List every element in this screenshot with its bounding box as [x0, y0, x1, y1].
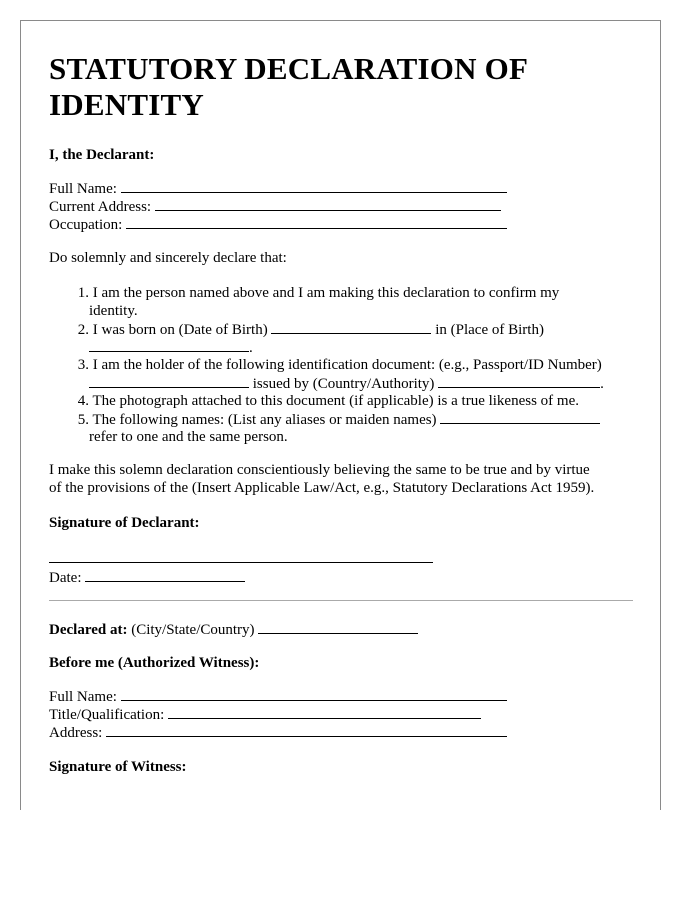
- document-title: STATUTORY DECLARATION OF IDENTITY: [49, 51, 527, 122]
- declarant-date-field[interactable]: Date:: [49, 568, 245, 587]
- declarant-signature-blank[interactable]: [49, 549, 433, 568]
- id-number-blank[interactable]: [89, 374, 249, 388]
- list-item-continuation: identity.: [89, 303, 138, 319]
- declarant-full-name-field[interactable]: Full Name:: [49, 179, 507, 198]
- date-of-birth-blank[interactable]: [271, 320, 431, 334]
- list-item: 5. The following names: (List any aliases or maiden names): [49, 410, 600, 429]
- list-item: 3. I am the holder of the following identification document: (e.g., Passport/ID Number): [77, 357, 602, 373]
- solemn-declaration-line-1: I make this solemn declaration conscientiously believing the same to be true and by virtue: [49, 462, 590, 478]
- section-divider: [49, 600, 633, 601]
- id-document-line[interactable]: issued by (Country/Authority) .: [89, 374, 604, 393]
- issuing-authority-blank[interactable]: [438, 374, 600, 388]
- solemn-declaration-line-2: of the provisions of the (Insert Applicable Law/Act, e.g., Statutory Declarations Act 1959).: [49, 480, 595, 496]
- document-page: [20, 20, 661, 810]
- signature-witness-heading: Signature of Witness:: [49, 759, 187, 775]
- declarant-address-field[interactable]: Current Address:: [49, 197, 501, 216]
- witness-address-field[interactable]: Address:: [49, 723, 507, 742]
- witness-title-field[interactable]: Title/Qualification:: [49, 705, 481, 724]
- declarant-occupation-field[interactable]: Occupation:: [49, 215, 507, 234]
- signature-declarant-heading: Signature of Declarant:: [49, 515, 200, 531]
- witness-heading: Before me (Authorized Witness):: [49, 655, 260, 671]
- list-item: 1. I am the person named above and I am making this declaration to confirm my: [77, 285, 560, 301]
- list-item: 2. I was born on (Date of Birth) in (Place of Birth): [77, 322, 544, 338]
- intro-text: Do solemnly and sincerely declare that:: [49, 250, 287, 266]
- list-item-continuation: refer to one and the same person.: [89, 429, 288, 445]
- place-of-birth-blank-line[interactable]: .: [89, 338, 253, 357]
- aliases-blank[interactable]: [440, 410, 600, 424]
- witness-full-name-field[interactable]: Full Name:: [49, 687, 507, 706]
- declared-at-field[interactable]: Declared at: (City/State/Country): [49, 620, 418, 639]
- list-item: 4. The photograph attached to this document (if applicable) is a true likeness of me.: [77, 393, 579, 409]
- declarant-heading: I, the Declarant:: [49, 147, 155, 163]
